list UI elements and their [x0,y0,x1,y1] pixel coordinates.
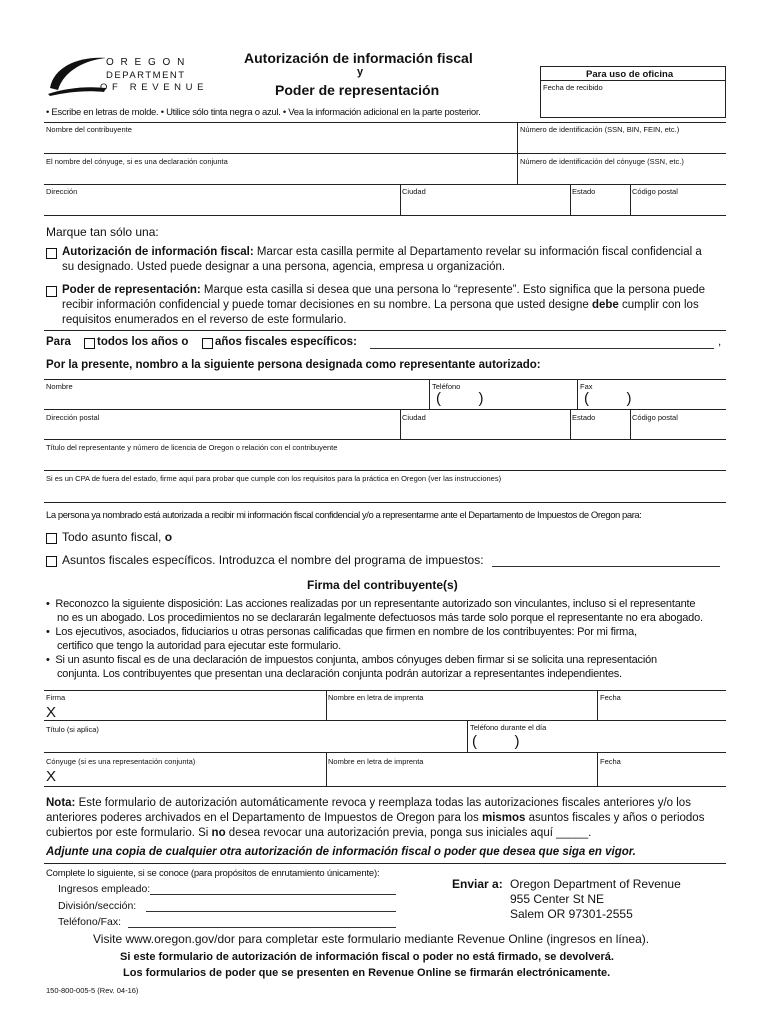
day-phone-field[interactable] [468,721,726,752]
designee-mailing-field[interactable] [44,410,399,439]
designee-fax-label: Fax [580,382,593,391]
instructions: • Escribe en letras de molde. • Utilice sólo tinta negra o azul. • Vea la información adicional en la parte posterior. [46,107,481,118]
designee-fax-parens: ( ) [584,390,632,407]
phone-fax-label: Teléfono/Fax: [58,916,122,928]
form-title-line3: Poder de representación [275,82,440,98]
specific-tax-matters-label: Asuntos fiscales específicos. Introduzca el nombre del programa de impuestos: [62,553,484,567]
spouse-id-field[interactable] [518,154,726,184]
zip-label: Código postal [632,187,678,196]
phone-fax-input[interactable] [128,917,396,928]
all-years-checkbox[interactable] [84,338,95,349]
spouse-id-label: Número de identificación del cónyuge (SSN, etc.) [520,157,684,166]
logo-oregon: O R E G O N [106,57,187,68]
date-label: Fecha [600,693,621,702]
spouse-name-label: El nombre del cónyuge, si es una declaración conjunta [46,157,228,166]
division-input[interactable] [146,901,396,912]
designee-phone-label: Teléfono [432,382,461,391]
designee-state-field[interactable] [571,410,629,439]
spouse-signature-field[interactable] [44,753,325,786]
logo-department: DEPARTMENT [106,70,186,81]
specific-years-checkbox[interactable] [202,338,213,349]
spouse-name-field[interactable] [44,154,516,184]
day-phone-label: Teléfono durante el día [470,723,547,732]
specific-years-label: años fiscales específicos: [215,336,357,348]
routing-intro: Complete lo siguiente, si se conoce (para propósitos de enrutamiento únicamente): [46,868,380,879]
designee-mailing-label: Dirección postal [46,413,100,422]
city-label: Ciudad [402,187,426,196]
authorized-for-label: La persona ya nombrado está autorizada a recibir mi información fiscal confidencial y/o a representarme ante el Departamento de Impuestos de Oregon para: [46,510,642,521]
taxpayer-name-field[interactable] [44,123,516,153]
spouse-signature-label: Cónyuge (si es una representación conjunta) [46,757,196,766]
spouse-print-name-label: Nombre en letra de imprenta [328,757,424,766]
designee-name-field[interactable] [44,380,428,409]
city-field[interactable] [401,185,569,215]
designee-city-label: Ciudad [402,413,426,422]
taxpayer-id-field[interactable] [518,123,726,153]
office-use-title: Para uso de oficina [586,69,674,80]
zip-field[interactable] [631,185,726,215]
address-field[interactable] [44,185,399,215]
designee-zip-field[interactable] [631,410,726,439]
send-address-line3: Salem OR 97301-2555 [510,907,633,921]
state-field[interactable] [571,185,629,215]
send-address-line2: 955 Center St NE [510,892,605,906]
initials-input[interactable] [548,828,578,840]
received-date-label: Fecha de recibido [543,83,603,92]
unsigned-warning: Si este formulario de autorización de información fiscal o poder no está firmado, se devolverá. [120,951,614,963]
taxpayer-name-label: Nombre del contribuyente [46,125,132,134]
option1-text: Autorización de información fiscal: Marcar esta casilla permite al Departamento revelar su información fiscal confidencial a su designado. Usted puede designar a una persona, agencia, empresa u organización. [62,246,702,273]
mark-one-label: Marque tan sólo una: [46,225,159,239]
spouse-date-field[interactable] [598,753,726,786]
designee-city-field[interactable] [401,410,569,439]
title-label: Título (si aplica) [46,725,99,734]
specific-tax-matters-checkbox[interactable] [46,556,57,567]
designee-title-label: Título del representante y número de licencia de Oregon o relación con el contribuyente [46,443,338,452]
designee-fax-field[interactable] [578,380,726,409]
division-label: División/sección: [58,900,137,912]
state-label: Estado [572,187,596,196]
note-text: Nota: Este formulario de autorización automáticamente revoca y reemplaza todas las autorizaciones fiscales anteriores y/o los anteriores poderes archivados en el Departamento de Impuestos de Oregon para los mismos asuntos fiscales y años o periodos cubiertos por este formulario. Si no desea revocar una autorización previa, ponga sus iniciales aquí _____. [46,797,705,839]
visit-online: Visite www.oregon.gov/dor para completar este formulario mediante Revenue Online (ingresos en línea). [93,932,650,946]
signature-bullets: • Reconozco la siguiente disposición: Las acciones realizadas por un representante autorizado son vinculantes, incluso si el representante no es un abogado. Los procedimientos no se declararán legalmente defectuosos más tarde solo porque el representante no era abogado. • Los ejecutivos, asociados, fiduciarios u otras personas calificadas que firmen en nombre de los contribuyentes: Por mi firma, certifico que tengo la autoridad para ejecutar este formulario. • Si un asunto fiscal es de una declaración de impuestos conjunta, ambos cónyuges deben firmar si se solicita una representación conjunta. Los contribuyentes que presentan una declaración conjunta podrán autorizar a representantes independientes. [46,598,703,680]
spouse-date-label: Fecha [600,757,621,766]
all-years-label: todos los años o [97,336,189,348]
all-tax-matters-checkbox[interactable] [46,533,57,544]
logo-of-revenue: O F R E V E N U E [100,82,205,93]
signature-date-field[interactable] [598,691,726,720]
day-phone-parens: ( ) [472,733,520,750]
print-name-label: Nombre en letra de imprenta [328,693,424,702]
tax-program-input[interactable] [492,555,720,567]
cpa-sign-field[interactable] [44,471,726,501]
specific-years-input[interactable] [370,337,714,349]
spouse-signature-x: X [46,768,57,785]
form-number: 150-800-005-5 (Rev. 04-16) [46,986,139,995]
cpa-sign-label: Si es un CPA de fuera del estado, firme aquí para probar que cumple con los requisitos para la práctica en Oregon (ver las instrucciones) [46,474,502,483]
designee-name-label: Nombre [46,382,73,391]
employee-label: Ingresos empleado: [58,883,151,895]
para-label: Para [46,336,71,348]
send-address-line1: Oregon Department of Revenue [510,877,681,891]
taxpayer-id-label: Número de identificación (SSN, BIN, FEIN, etc.) [520,125,680,134]
signature-label: Firma [46,693,66,702]
form-title-line2: y [357,66,364,78]
designee-phone-field[interactable] [430,380,576,409]
signature-x: X [46,704,57,721]
spouse-print-name-field[interactable] [327,753,596,786]
taxpayer-signature-field[interactable] [44,691,325,720]
attach-copy-note: Adjunte una copia de cualquier otra autorización de información fiscal o poder que desea que siga en vigor. [46,846,636,858]
electronic-sign-note: Los formularios de poder que se presenten en Revenue Online se firmarán electrónicamente. [123,967,611,979]
print-name-field[interactable] [327,691,596,720]
all-tax-matters-label: Todo asunto fiscal, o [62,530,173,544]
comma: , [718,336,722,348]
employee-input[interactable] [150,884,396,895]
tax-info-authorization-checkbox[interactable] [46,248,57,259]
designee-heading: Por la presente, nombro a la siguiente persona designada como representante autorizado: [46,359,541,371]
title-field[interactable] [44,721,466,752]
oregon-logo-swoosh-icon [46,52,108,96]
send-to-label: Enviar a: [452,877,503,891]
power-of-attorney-checkbox[interactable] [46,286,57,297]
designee-phone-parens: ( ) [436,390,484,407]
designee-title-field[interactable] [44,440,726,469]
designee-state-label: Estado [572,413,596,422]
signature-heading: Firma del contribuyente(s) [307,578,458,592]
address-label: Dirección [46,187,78,196]
designee-zip-label: Código postal [632,413,678,422]
option2-text: Poder de representación: Marque esta casilla si desea que una persona lo “represente”. Esto significa que la persona puede recibir información confidencial y puede tomar decisiones en su nombre. La persona que usted designe debe cumplir con los requisitos enumerados en el reverso de este formulario. [62,284,706,326]
form-title-line1: Autorización de información fiscal [244,50,473,66]
